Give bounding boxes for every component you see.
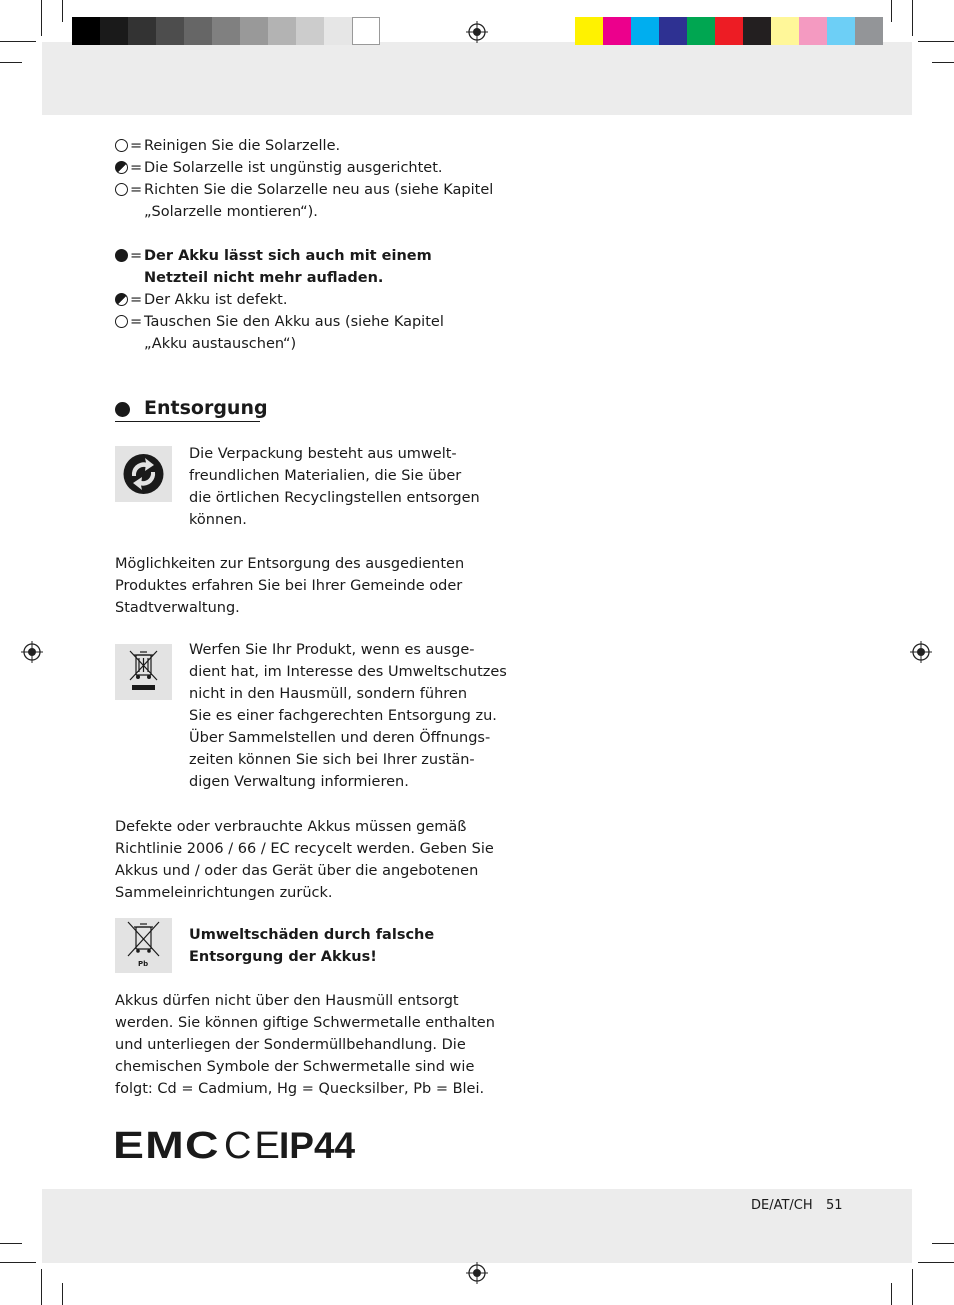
section-title: Entsorgung xyxy=(144,397,268,419)
equals-sign: = xyxy=(130,314,143,330)
led-on-icon xyxy=(115,249,128,262)
color-swatch xyxy=(296,17,324,45)
ip44-mark: IP44 xyxy=(279,1125,356,1166)
led-half-icon xyxy=(115,161,128,174)
text-line: Werfen Sie Ihr Produkt, wenn es ausge- xyxy=(189,642,475,658)
text-line: Sie es einer fachgerechten Entsorgung zu. xyxy=(189,708,497,724)
color-swatch xyxy=(771,17,799,45)
color-swatch xyxy=(855,17,883,45)
color-swatch xyxy=(827,17,855,45)
text-line: Umweltschäden durch falsche xyxy=(189,927,435,943)
section-title-underline xyxy=(115,421,260,422)
color-swatch xyxy=(631,17,659,45)
registration-mark-icon xyxy=(21,641,43,663)
text-line: zeiten können Sie sich bei Ihrer zustän- xyxy=(189,752,475,768)
legend-text: „Solarzelle montieren“). xyxy=(144,204,318,220)
text-line: und unterliegen der Sondermüllbehandlung. Die xyxy=(115,1037,466,1053)
equals-sign: = xyxy=(130,182,143,198)
legend-text: Die Solarzelle ist ungünstig ausgerichtet. xyxy=(144,160,443,176)
equals-sign: = xyxy=(130,138,143,154)
battery-crossed-bin-icon xyxy=(115,918,172,973)
color-swatch xyxy=(268,17,296,45)
legend-text: Tauschen Sie den Akku aus (siehe Kapitel xyxy=(144,314,444,330)
color-swatch xyxy=(184,17,212,45)
text-line: digen Verwaltung informieren. xyxy=(189,774,409,790)
color-swatch xyxy=(352,17,380,45)
equals-sign: = xyxy=(130,248,143,264)
color-swatch xyxy=(659,17,687,45)
page-number: 51 xyxy=(826,1198,843,1213)
text-line: die örtlichen Recyclingstellen entsorgen xyxy=(189,490,480,506)
led-off-icon xyxy=(115,183,128,196)
color-swatch xyxy=(799,17,827,45)
ce-mark: CE xyxy=(224,1125,283,1167)
registration-mark-icon xyxy=(910,641,932,663)
emc-mark: EMC xyxy=(113,1125,220,1167)
text-line: Sammeleinrichtungen zurück. xyxy=(115,885,333,901)
legend-text: Der Akku lässt sich auch mit einem xyxy=(144,248,432,264)
text-line: nicht in den Hausmüll, sondern führen xyxy=(189,686,468,702)
registration-mark-icon xyxy=(466,21,488,43)
text-line: Defekte oder verbrauchte Akkus müssen gemäß xyxy=(115,819,467,835)
led-off-icon xyxy=(115,139,128,152)
registration-mark-icon xyxy=(466,1262,488,1284)
text-line: Richtlinie 2006 / 66 / EC recycelt werden. Geben Sie xyxy=(115,841,494,857)
legend-text: Der Akku ist defekt. xyxy=(144,292,288,308)
text-line: chemischen Symbole der Schwermetalle sind wie xyxy=(115,1059,475,1075)
equals-sign: = xyxy=(130,292,143,308)
text-line: Stadtverwaltung. xyxy=(115,600,240,616)
text-line: folgt: Cd = Cadmium, Hg = Quecksilber, Pb = Blei. xyxy=(115,1081,485,1097)
bullet-icon xyxy=(115,402,130,417)
text-line: Die Verpackung besteht aus umwelt- xyxy=(189,446,457,462)
color-swatch xyxy=(100,17,128,45)
text-line: Akkus dürfen nicht über den Hausmüll entsorgt xyxy=(115,993,459,1009)
led-half-icon xyxy=(115,293,128,306)
text-line: Über Sammelstellen und deren Öffnungs- xyxy=(189,730,491,746)
header-band xyxy=(42,42,912,115)
color-swatch xyxy=(240,17,268,45)
color-swatch xyxy=(128,17,156,45)
equals-sign: = xyxy=(130,160,143,176)
color-swatch xyxy=(715,17,743,45)
color-swatch xyxy=(156,17,184,45)
green-dot-recycling-icon xyxy=(115,446,172,502)
legend-text: Reinigen Sie die Solarzelle. xyxy=(144,138,341,154)
text-line: Produktes erfahren Sie bei Ihrer Gemeinde oder xyxy=(115,578,463,594)
footer-region: DE/AT/CH xyxy=(751,1198,813,1213)
color-swatch xyxy=(743,17,771,45)
text-line: können. xyxy=(189,512,247,528)
text-line: dient hat, im Interesse des Umweltschutzes xyxy=(189,664,507,680)
color-swatch xyxy=(603,17,631,45)
color-swatch xyxy=(72,17,100,45)
color-swatch xyxy=(687,17,715,45)
legend-text: Richten Sie die Solarzelle neu aus (siehe Kapitel xyxy=(144,182,494,198)
led-off-icon xyxy=(115,315,128,328)
text-line: Entsorgung der Akkus! xyxy=(189,949,377,965)
text-line: Möglichkeiten zur Entsorgung des ausgedienten xyxy=(115,556,465,572)
text-line: Akkus und / oder das Gerät über die angebotenen xyxy=(115,863,479,879)
color-swatch xyxy=(212,17,240,45)
crossed-bin-icon xyxy=(115,644,172,700)
text-line: werden. Sie können giftige Schwermetalle enthalten xyxy=(115,1015,495,1031)
pb-label: Pb xyxy=(138,960,149,968)
color-swatch xyxy=(575,17,603,45)
section-heading xyxy=(115,396,268,422)
text-line: freundlichen Materialien, die Sie über xyxy=(189,468,462,484)
legend-text: Netzteil nicht mehr aufladen. xyxy=(144,270,384,286)
legend-text: „Akku austauschen“) xyxy=(144,336,297,352)
color-swatch xyxy=(324,17,352,45)
